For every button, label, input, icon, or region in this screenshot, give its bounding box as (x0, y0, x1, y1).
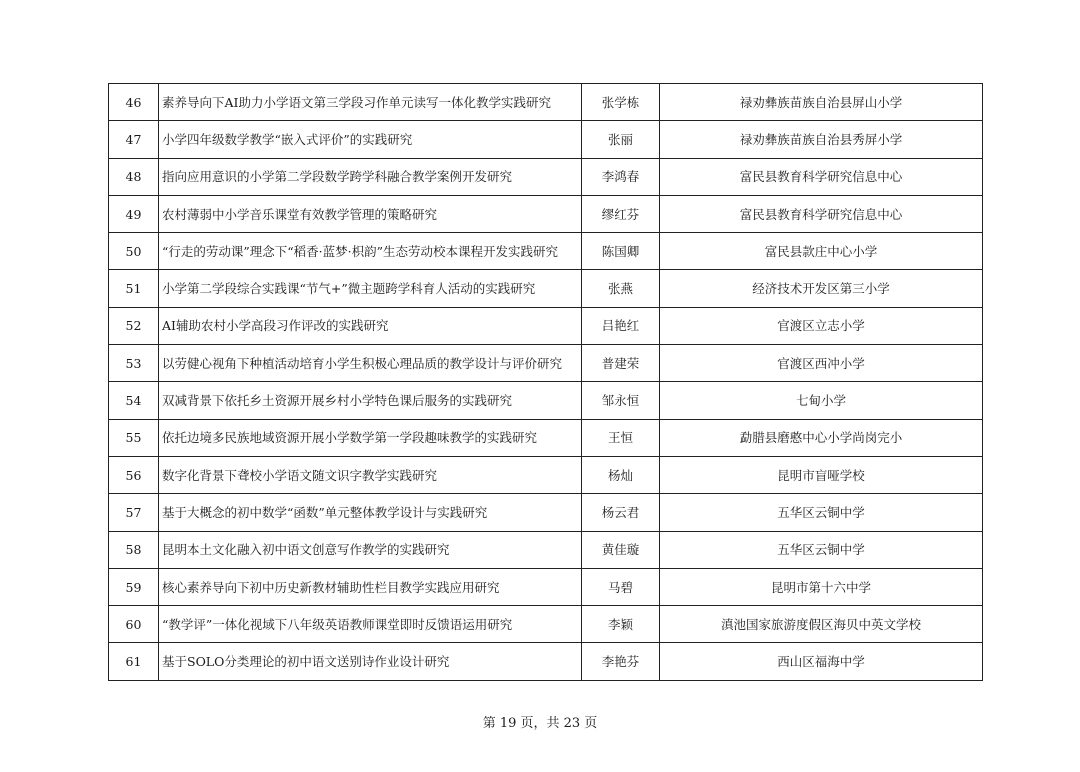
applicant-name: 陈国卿 (582, 233, 660, 270)
applicant-name: 杨云君 (582, 494, 660, 531)
project-title: 以劳健心视角下种植活动培育小学生积极心理品质的教学设计与评价研究 (159, 345, 582, 382)
applicant-name: 张燕 (582, 270, 660, 307)
project-title: 数字化背景下聋校小学语文随文识字教学实践研究 (159, 456, 582, 493)
table-row (109, 84, 983, 121)
row-number: 46 (109, 84, 159, 121)
project-title: 依托边境多民族地域资源开展小学数学第一学段趣味教学的实践研究 (159, 419, 582, 456)
row-number: 61 (109, 643, 159, 680)
applicant-name: 王恒 (582, 419, 660, 456)
applicant-name: 李艳芬 (582, 643, 660, 680)
applicant-name: 张丽 (582, 121, 660, 158)
project-title: “教学评”一体化视域下八年级英语教师课堂即时反馈语运用研究 (159, 606, 582, 643)
row-number: 60 (109, 606, 159, 643)
applicant-name: 普建荣 (582, 345, 660, 382)
row-number: 57 (109, 494, 159, 531)
school-name: 经济技术开发区第三小学 (660, 270, 983, 307)
applicant-name: 邹永恒 (582, 382, 660, 419)
row-number: 48 (109, 158, 159, 195)
page-footer: 第 19 页，共 23 页 (482, 716, 598, 731)
project-title: 农村薄弱中小学音乐课堂有效教学管理的策略研究 (159, 195, 582, 232)
applicant-name: 李颖 (582, 606, 660, 643)
table-row (109, 345, 983, 382)
school-name: 昆明市第十六中学 (660, 568, 983, 605)
table-row (109, 568, 983, 605)
school-name: 昆明市盲哑学校 (660, 456, 983, 493)
row-number: 49 (109, 195, 159, 232)
row-number: 51 (109, 270, 159, 307)
table-row (109, 382, 983, 419)
school-name: 官渡区西冲小学 (660, 345, 983, 382)
school-name: 滇池国家旅游度假区海贝中英文学校 (660, 606, 983, 643)
project-title: 核心素养导向下初中历史新教材辅助性栏目教学实践应用研究 (159, 568, 582, 605)
table-row (109, 456, 983, 493)
table-row (109, 419, 983, 456)
school-name: 五华区云铜中学 (660, 494, 983, 531)
table-row (109, 494, 983, 531)
row-number: 52 (109, 307, 159, 344)
school-name: 富民县教育科学研究信息中心 (660, 158, 983, 195)
table-row (109, 643, 983, 680)
table-row (109, 270, 983, 307)
table-row (109, 307, 983, 344)
school-name: 五华区云铜中学 (660, 531, 983, 568)
applicant-name: 李鸿春 (582, 158, 660, 195)
project-title: 基于大概念的初中数学“函数”单元整体教学设计与实践研究 (159, 494, 582, 531)
table-row (109, 121, 983, 158)
school-name: 禄劝彝族苗族自治县秀屏小学 (660, 121, 983, 158)
table-row (109, 531, 983, 568)
project-title: 小学四年级数学教学“嵌入式评价”的实践研究 (159, 121, 582, 158)
project-title: 小学第二学段综合实践课“节气+”微主题跨学科育人活动的实践研究 (159, 270, 582, 307)
project-title: 素养导向下AI助力小学语文第三学段习作单元读写一体化教学实践研究 (159, 84, 582, 121)
project-title: “行走的劳动课”理念下“稻香·蓝梦·枳韵”生态劳动校本课程开发实践研究 (159, 233, 582, 270)
applicant-name: 缪红芬 (582, 195, 660, 232)
table-body (109, 84, 983, 681)
table-row (109, 158, 983, 195)
project-title: 基于SOLO分类理论的初中语文送别诗作业设计研究 (159, 643, 582, 680)
project-list-table (108, 83, 983, 681)
table-row (109, 195, 983, 232)
project-title: 昆明本土文化融入初中语文创意写作教学的实践研究 (159, 531, 582, 568)
school-name: 勐腊县磨憨中心小学尚岗完小 (660, 419, 983, 456)
row-number: 47 (109, 121, 159, 158)
row-number: 58 (109, 531, 159, 568)
applicant-name: 黄佳璇 (582, 531, 660, 568)
school-name: 富民县款庄中心小学 (660, 233, 983, 270)
row-number: 53 (109, 345, 159, 382)
row-number: 55 (109, 419, 159, 456)
project-title: 指向应用意识的小学第二学段数学跨学科融合教学案例开发研究 (159, 158, 582, 195)
school-name: 七甸小学 (660, 382, 983, 419)
applicant-name: 张学栋 (582, 84, 660, 121)
row-number: 56 (109, 456, 159, 493)
row-number: 59 (109, 568, 159, 605)
school-name: 西山区福海中学 (660, 643, 983, 680)
school-name: 禄劝彝族苗族自治县屏山小学 (660, 84, 983, 121)
table-row (109, 233, 983, 270)
project-title: 双减背景下依托乡土资源开展乡村小学特色课后服务的实践研究 (159, 382, 582, 419)
row-number: 54 (109, 382, 159, 419)
applicant-name: 杨灿 (582, 456, 660, 493)
school-name: 富民县教育科学研究信息中心 (660, 195, 983, 232)
table-row (109, 606, 983, 643)
row-number: 50 (109, 233, 159, 270)
school-name: 官渡区立志小学 (660, 307, 983, 344)
applicant-name: 马碧 (582, 568, 660, 605)
project-title: AI辅助农村小学高段习作评改的实践研究 (159, 307, 582, 344)
applicant-name: 吕艳红 (582, 307, 660, 344)
